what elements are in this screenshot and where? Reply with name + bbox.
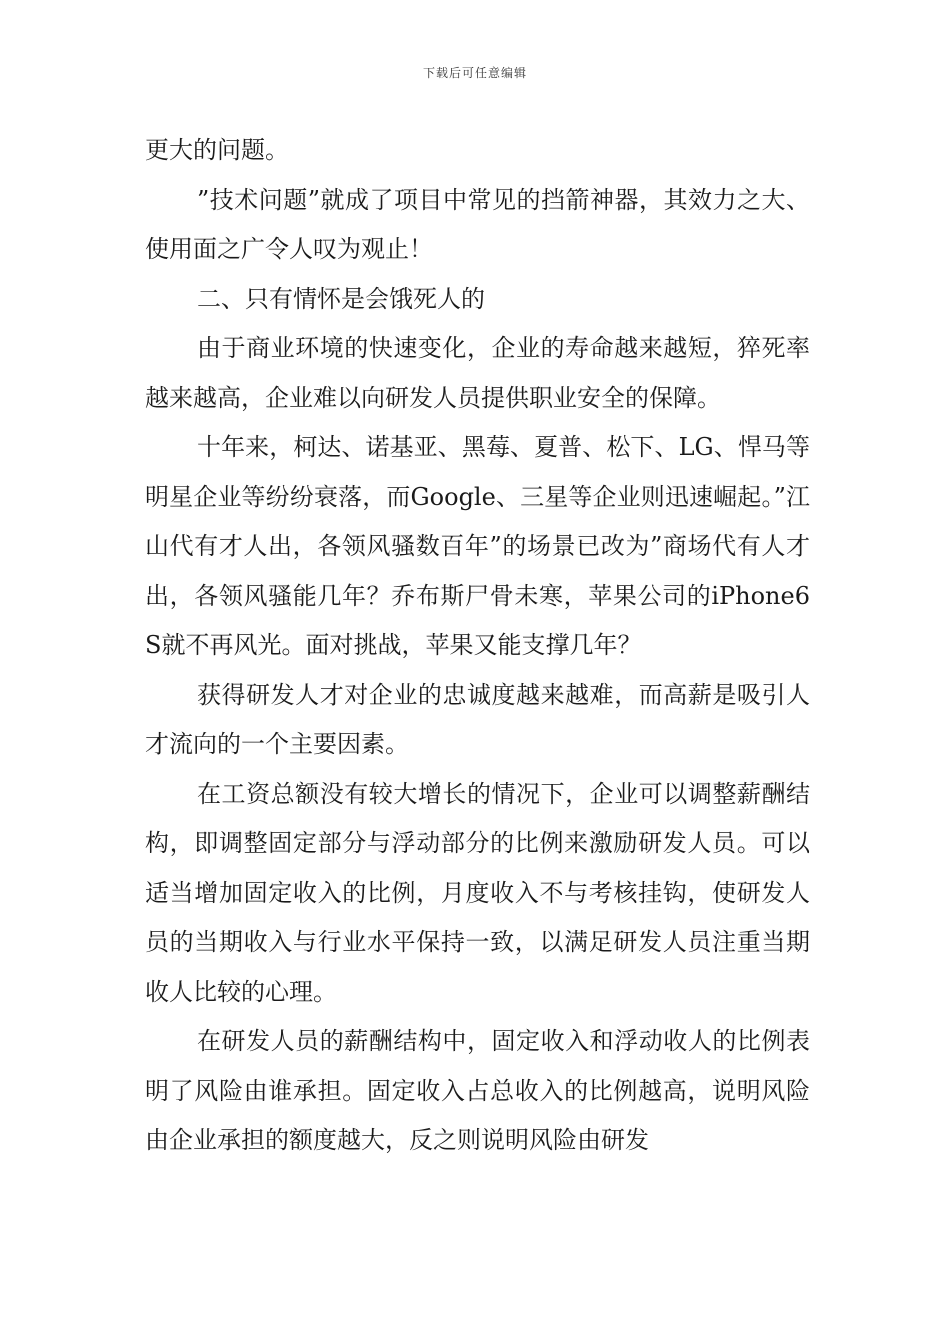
paragraph: 在工资总额没有较大增长的情况下，企业可以调整薪酬结构，即调整固定部分与浮动部分的比例来激励研发人员。可以适当增加固定收入的比例，月度收入不与考核挂钩，使研发人员的当期收入与行业水平保持一致，以满足研发人员注重当期收人比较的心理。: [145, 779, 810, 1006]
paragraph: ”技术问题”就成了项目中常见的挡箭神器，其效力之大、使用面之广令人叹为观止！: [145, 185, 810, 263]
paragraph: 获得研发人才对企业的忠诚度越来越难，而高薪是吸引人才流向的一个主要因素。: [145, 680, 810, 758]
section-heading: 二、只有情怀是会饿死人的: [197, 284, 485, 313]
page-header: 下载后可任意编辑: [422, 66, 527, 80]
paragraph: 在研发人员的薪酬结构中，固定收入和浮动收人的比例表明了风险由谁承担。固定收入占总收入的比例越高，说明风险由企业承担的额度越大，反之则说明风险由研发: [145, 1027, 810, 1154]
document-body: [145, 126, 810, 1166]
paragraph: 由于商业环境的快速变化，企业的寿命越来越短，猝死率越来越高，企业难以向研发人员提供职业安全的保障。: [145, 334, 810, 412]
paragraph: 十年来，柯达、诺基亚、黑莓、夏普、松下、LG、悍马等明星企业等纷纷衰落，而Google、三星等企业则迅速崛起。”江山代有才人出，各领风骚数百年”的场景已改为”商场代有人才出，各领风骚能几年？乔布斯尸骨未寒，苹果公司的iPhone6S就不再风光。面对挑战，苹果又能支撑几年？: [145, 433, 810, 659]
paragraph: 更大的问题。: [145, 136, 289, 164]
